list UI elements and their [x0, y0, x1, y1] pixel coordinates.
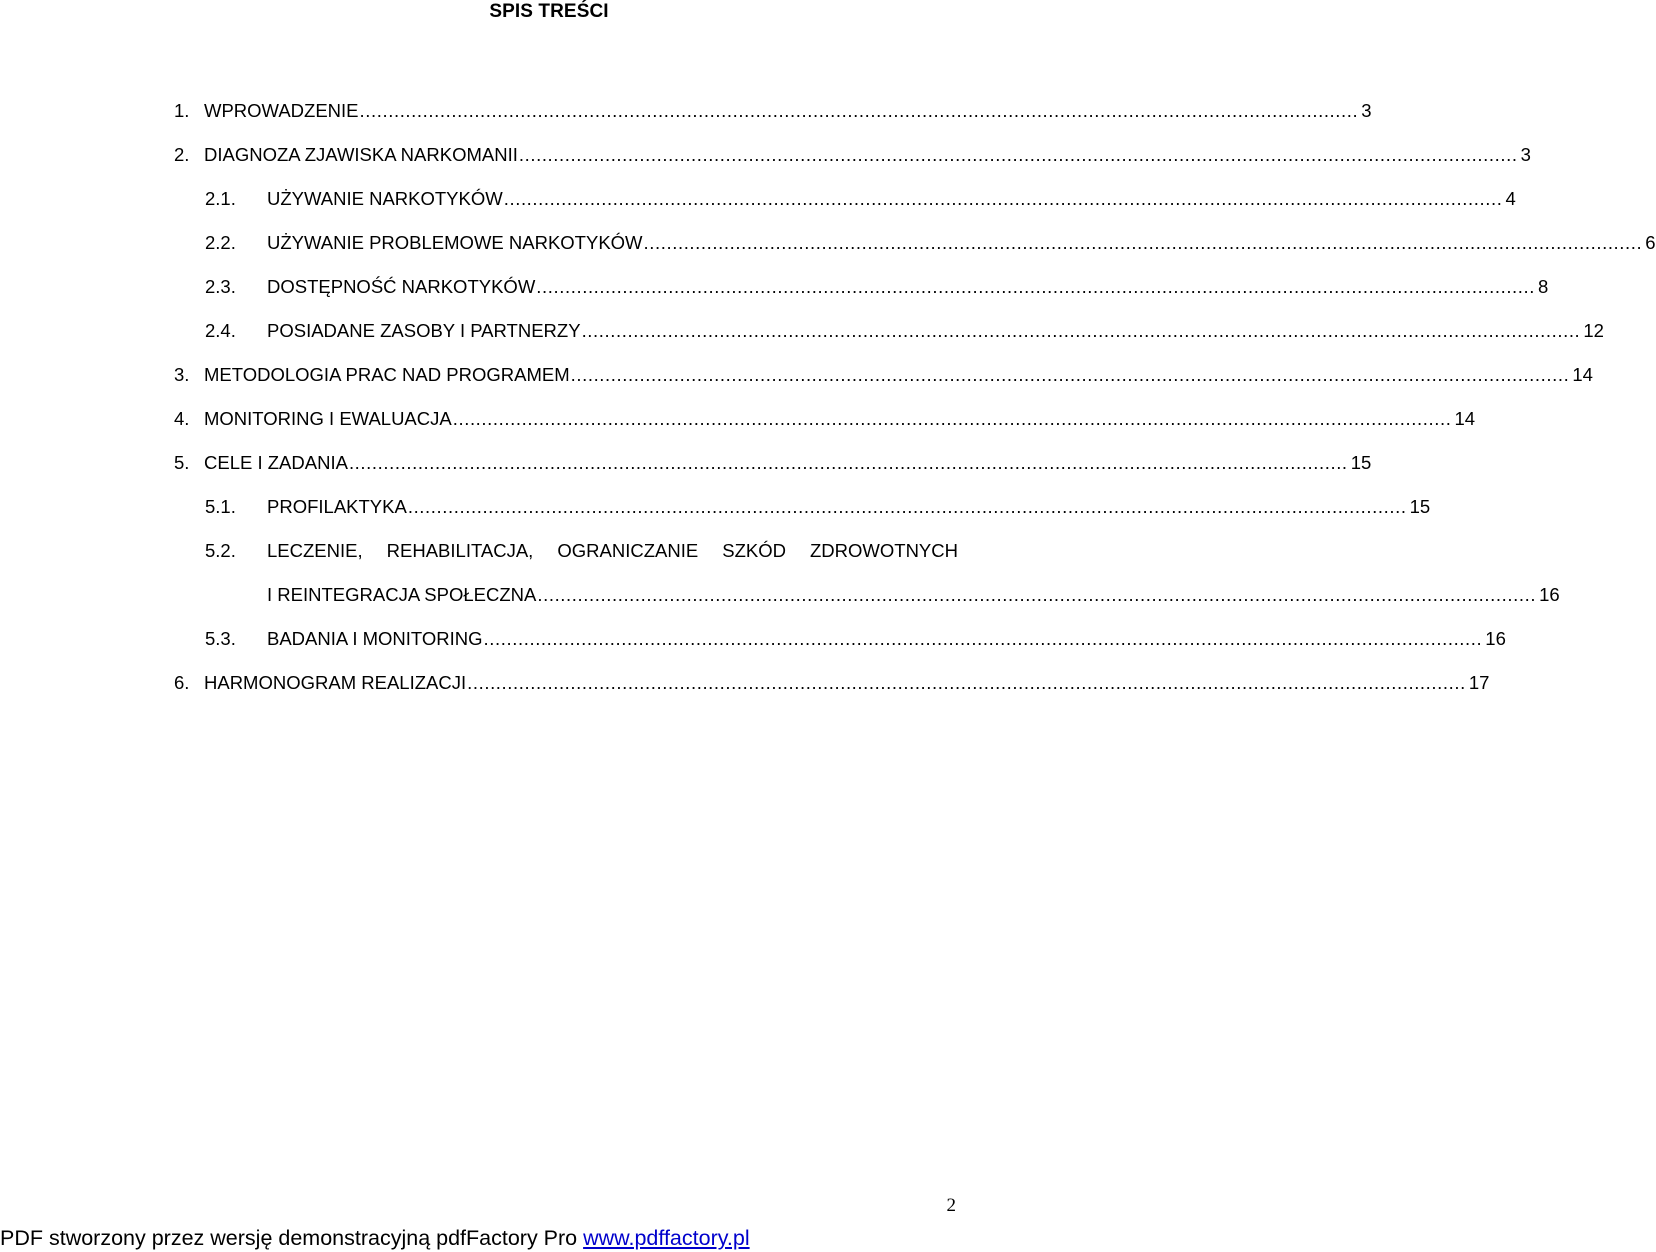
toc-number: 2.4. — [205, 320, 236, 341]
footer-text: PDF stworzony przez wersję demonstracyjną pdfFactory Pro — [0, 1226, 584, 1250]
toc-number: 4. — [174, 408, 190, 429]
toc-title: PROFILAKTYKA — [267, 496, 407, 517]
toc-number: 2.3. — [205, 276, 236, 297]
toc-page: 15 — [1350, 452, 1372, 473]
toc-title: LECZENIE, REHABILITACJA, OGRANICZANIE SZKÓD ZDROWOTNYCH — [267, 540, 958, 561]
toc-number: 3. — [174, 364, 190, 385]
toc-page: 3 — [1361, 100, 1372, 121]
toc-title-continuation: I REINTEGRACJA SPOŁECZNA — [267, 584, 537, 605]
toc-page: 12 — [1583, 320, 1604, 341]
toc-page: 3 — [1520, 144, 1531, 165]
toc-number: 5.3. — [205, 628, 236, 649]
toc-entry[interactable] — [174, 100, 1372, 122]
toc-entry[interactable] — [205, 188, 1516, 210]
toc-entry[interactable] — [205, 276, 1549, 298]
toc-title: DOSTĘPNOŚĆ NARKOTYKÓW — [267, 276, 536, 297]
toc-title: DIAGNOZA ZJAWISKA NARKOMANII — [204, 144, 518, 165]
page-number: 2 — [946, 1195, 956, 1216]
toc-entry[interactable] — [174, 144, 1531, 166]
toc-entry[interactable] — [205, 540, 958, 562]
dot-leader: .............................................................................................................................................................................. — [570, 364, 1570, 385]
toc-title: BADANIA I MONITORING — [267, 628, 483, 649]
toc-title: UŻYWANIE NARKOTYKÓW — [267, 188, 503, 209]
dot-leader: .............................................................................................................................................................................. — [643, 232, 1643, 253]
dot-leader: .............................................................................................................................................................................. — [467, 672, 1466, 693]
toc-title: HARMONOGRAM REALIZACJI — [204, 672, 467, 693]
toc-page: 16 — [1539, 584, 1560, 605]
footer-notice — [0, 1224, 960, 1252]
toc-page: 15 — [1409, 496, 1431, 517]
toc-entry[interactable] — [205, 628, 1506, 650]
toc-entry[interactable] — [174, 452, 1372, 474]
toc-title: CELE I ZADANIA — [204, 452, 348, 473]
page-title: SPIS TREŚCI — [489, 1, 609, 22]
toc-title: METODOLOGIA PRAC NAD PROGRAMEM — [204, 364, 570, 385]
toc-entry[interactable] — [174, 672, 1490, 694]
footer-link[interactable]: www.pdffactory.pl — [583, 1226, 750, 1250]
toc-entry-continuation[interactable] — [267, 584, 1560, 606]
toc-page: 6 — [1645, 232, 1656, 253]
toc-page: 14 — [1454, 408, 1476, 429]
toc-entry[interactable] — [205, 496, 1431, 518]
toc-page: 17 — [1468, 672, 1490, 693]
toc-title: MONITORING I EWALUACJA — [204, 408, 452, 429]
dot-leader: .............................................................................................................................................................................. — [581, 320, 1581, 341]
dot-leader: .............................................................................................................................................................................. — [452, 408, 1452, 429]
toc-page: 16 — [1485, 628, 1506, 649]
toc-entry[interactable] — [174, 408, 1476, 430]
toc-number: 5.1. — [205, 496, 236, 517]
toc-page: 8 — [1538, 276, 1549, 297]
toc-number: 6. — [174, 672, 190, 693]
toc-number: 1. — [174, 100, 190, 121]
dot-leader: .............................................................................................................................................................................. — [407, 496, 1407, 517]
toc-number: 2.2. — [205, 232, 236, 253]
toc-page: 14 — [1572, 364, 1593, 385]
toc-title: POSIADANE ZASOBY I PARTNERZY — [267, 320, 581, 341]
toc-page: 4 — [1505, 188, 1516, 209]
toc-entry[interactable] — [174, 364, 1593, 386]
dot-leader: .............................................................................................................................................................................. — [518, 144, 1518, 165]
toc-entry[interactable] — [205, 320, 1604, 342]
toc-number: 5.2. — [205, 540, 236, 561]
dot-leader: .............................................................................................................................................................................. — [503, 188, 1503, 209]
toc-title: WPROWADZENIE — [204, 100, 359, 121]
dot-leader: .............................................................................................................................................................................. — [483, 628, 1483, 649]
toc-number: 2.1. — [205, 188, 236, 209]
toc-number: 5. — [174, 452, 190, 473]
dot-leader: .............................................................................................................................................................................. — [536, 276, 1536, 297]
toc-title: UŻYWANIE PROBLEMOWE NARKOTYKÓW — [267, 232, 643, 253]
dot-leader: .............................................................................................................................................................................. — [359, 100, 1359, 121]
dot-leader: .............................................................................................................................................................................. — [348, 452, 1348, 473]
toc-entry[interactable] — [205, 232, 1656, 254]
toc-number: 2. — [174, 144, 190, 165]
dot-leader: .............................................................................................................................................................................. — [537, 584, 1537, 605]
